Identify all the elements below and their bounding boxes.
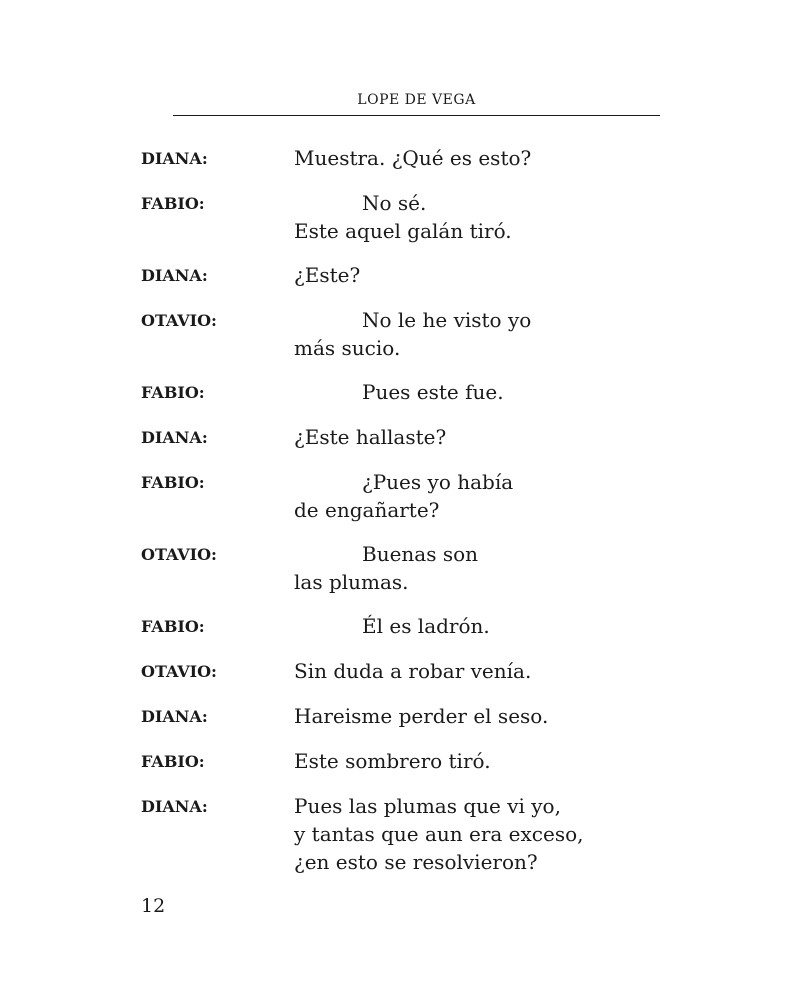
- speaker-name: DIANA:: [141, 707, 208, 726]
- dialogue-entry: [141, 378, 701, 407]
- speaker-name: DIANA:: [141, 266, 208, 285]
- dialogue-entry: [141, 657, 701, 686]
- speech-lines: [294, 189, 701, 245]
- dialogue-entry: [141, 612, 701, 641]
- page-number: 12: [141, 895, 166, 917]
- verse-line: Pues las plumas que vi yo,: [294, 794, 561, 818]
- speaker-name: FABIO:: [141, 383, 205, 402]
- speech-lines: [294, 423, 701, 452]
- verse-line: Él es ladrón.: [362, 614, 490, 638]
- speaker-name: DIANA:: [141, 149, 208, 168]
- verse-line: No le he visto yo: [362, 308, 532, 332]
- verse-line: Sin duda a robar venía.: [294, 659, 532, 683]
- verse-line: ¿Pues yo había: [362, 470, 514, 494]
- dialogue-entry: [141, 261, 701, 290]
- verse-line: ¿Este?: [294, 263, 361, 287]
- verse-line: Hareisme perder el seso.: [294, 704, 549, 728]
- speaker-name: OTAVIO:: [141, 311, 217, 330]
- verse-line: Este aquel galán tiró.: [294, 219, 512, 243]
- speech-lines: [294, 702, 701, 731]
- dialogue-entry: [141, 702, 701, 731]
- verse-line: y tantas que aun era exceso,: [294, 822, 584, 846]
- speech-lines: [294, 540, 701, 596]
- speaker-name: OTAVIO:: [141, 545, 217, 564]
- speech-lines: [294, 468, 701, 524]
- speaker-name: FABIO:: [141, 617, 205, 636]
- speaker-name: FABIO:: [141, 194, 205, 213]
- verse-line: Muestra. ¿Qué es esto?: [294, 146, 532, 170]
- verse-line: las plumas.: [294, 570, 409, 594]
- speech-lines: [294, 378, 701, 407]
- dialogue-entry: [141, 468, 701, 524]
- verse-line: Buenas son: [362, 542, 479, 566]
- verse-line: Pues este fue.: [362, 380, 504, 404]
- dialogue-entry: [141, 423, 701, 452]
- speech-lines: [294, 261, 701, 290]
- dialogue-entry: [141, 144, 701, 173]
- dialogue-block: [141, 144, 701, 892]
- dialogue-entry: [141, 189, 701, 245]
- verse-line: ¿Este hallaste?: [294, 425, 447, 449]
- speech-lines: [294, 612, 701, 641]
- dialogue-entry: [141, 747, 701, 776]
- speaker-name: DIANA:: [141, 428, 208, 447]
- dialogue-entry: [141, 792, 701, 876]
- verse-line: más sucio.: [294, 336, 401, 360]
- speech-lines: [294, 792, 701, 876]
- verse-line: Este sombrero tiró.: [294, 749, 491, 773]
- verse-line: de engañarte?: [294, 498, 440, 522]
- verse-line: ¿en esto se resolvieron?: [294, 850, 538, 874]
- speaker-name: OTAVIO:: [141, 662, 217, 681]
- dialogue-entry: [141, 540, 701, 596]
- header-rule: [173, 115, 660, 116]
- speech-lines: [294, 144, 701, 173]
- speech-lines: [294, 747, 701, 776]
- verse-line: No sé.: [362, 191, 427, 215]
- speech-lines: [294, 657, 701, 686]
- speaker-name: DIANA:: [141, 797, 208, 816]
- speaker-name: FABIO:: [141, 752, 205, 771]
- dialogue-entry: [141, 306, 701, 362]
- running-header: LOPE DE VEGA: [357, 92, 476, 108]
- speaker-name: FABIO:: [141, 473, 205, 492]
- speech-lines: [294, 306, 701, 362]
